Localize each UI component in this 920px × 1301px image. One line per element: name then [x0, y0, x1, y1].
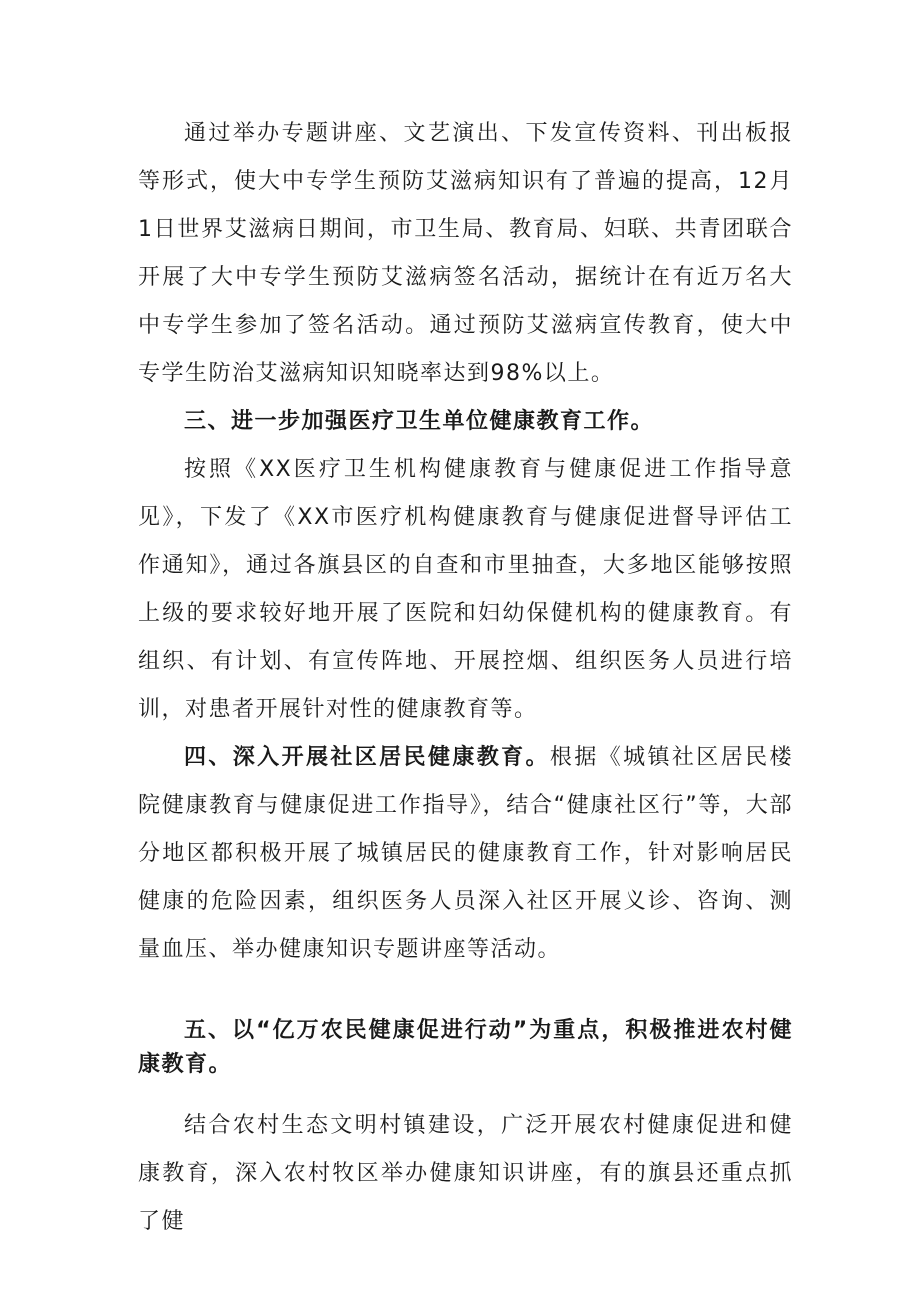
paragraph-community-text: 根据《城镇社区居民楼院健康教育与健康促进工作指导》，结合“健康社区行”等，大部分地区都积极开展了城镇居民的健康教育工作，针对影响居民健康的危险因素，组织医务人员深入社区开展义诊、咨询、测量血压、举办健康知识专题讲座等活动。 — [138, 745, 793, 962]
paragraph-rural-education: 结合农村生态文明村镇建设，广泛开展农村健康促进和健康教育，深入农村牧区举办健康知识讲座，有的旗县还重点抓了健 — [138, 1113, 793, 1234]
paragraph-community-education — [138, 734, 793, 974]
document-body — [138, 110, 793, 1246]
heading-section-five: 五、以“亿万农民健康促进行动”为重点，积极推进农村健康教育。 — [138, 1018, 793, 1077]
paragraph-aids-education: 通过举办专题讲座、文艺演出、下发宣传资料、刊出板报等形式，使大中专学生预防艾滋病知识有了普遍的提高，12月1日世界艾滋病日期间，市卫生局、教育局、妇联、共青团联合开展了大中专学生预防艾滋病签名活动，据统计在有近万名大中专学生参加了签名活动。通过预防艾滋病宣传教育，使大中专学生防治艾滋病知识知晓率达到98%以上。 — [138, 121, 793, 386]
paragraph-medical-units: 按照《XX医疗卫生机构健康教育与健康促进工作指导意见》，下发了《XX市医疗机构健康教育与健康促进督导评估工作通知》，通过各旗县区的自查和市里抽查，大多地区能够按照上级的要求较好地开展了医院和妇幼保健机构的健康教育。有组织、有计划、有宣传阵地、开展控烟、组织医务人员进行培训，对患者开展针对性的健康教育等。 — [138, 457, 793, 722]
heading-section-three: 三、进一步加强医疗卫生单位健康教育工作。 — [184, 409, 655, 434]
heading-section-four: 四、深入开展社区居民健康教育。 — [184, 745, 550, 770]
